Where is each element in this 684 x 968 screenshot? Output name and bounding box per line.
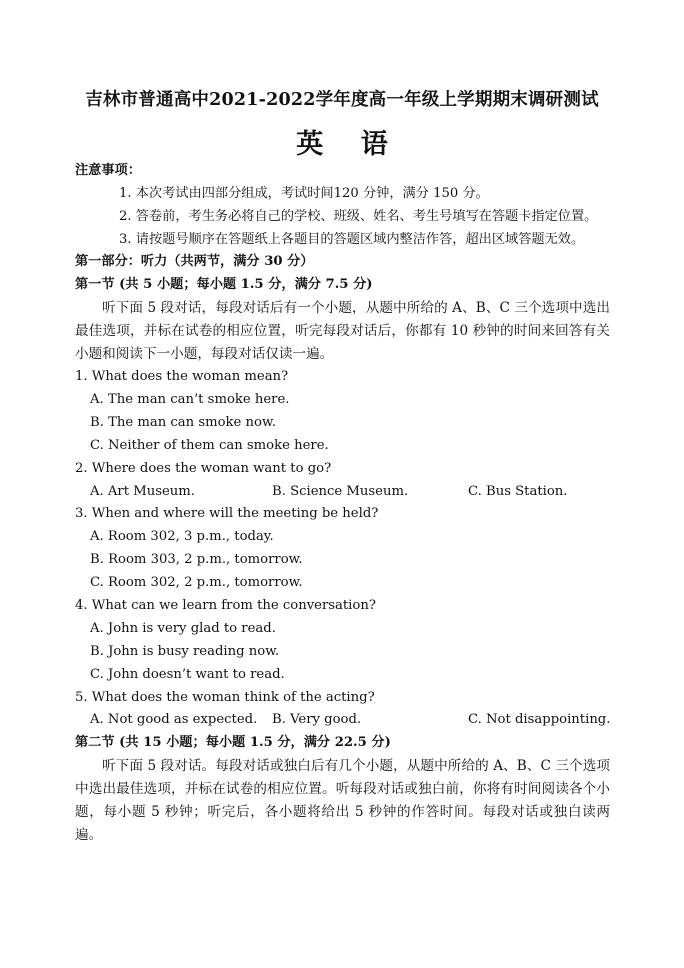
q5-option-b: B. Very good. — [272, 712, 362, 727]
q2-option-a: A. Art Museum. — [90, 484, 195, 499]
question-1: 1. What does the woman mean? — [75, 369, 289, 384]
section2-heading: 第二节 (共 15 小题；每小题 1.5 分，满分 22.5 分) — [75, 735, 391, 750]
section1-instructions: 听下面 5 段对话，每段对话后有一个小题，从题中所给的 A、B、C 三个选项中选出最佳选项，并标在试卷的相应位置，听完每段对话后，你都有 10 秒钟的时间来回答有关小题和阅读下一小题，每段对话仅读一遍。 — [75, 300, 610, 362]
q2-option-c: C. Bus Station. — [468, 484, 568, 499]
q3-option-b: B. Room 303, 2 p.m., tomorrow. — [90, 552, 303, 567]
q1-option-a: A. The man can’t smoke here. — [90, 392, 290, 407]
note-item-1: 1. 本次考试由四部分组成，考试时间120 分钟，满分 150 分。 — [119, 186, 489, 201]
q4-option-a: A. John is very glad to read. — [90, 621, 276, 636]
exam-title: 吉林市普通高中2021-2022学年度高一年级上学期期末调研测试 — [85, 90, 599, 110]
q5-option-c: C. Not disappointing. — [468, 712, 611, 727]
question-3: 3. When and where will the meeting be held? — [75, 506, 379, 521]
section1-heading: 第一节 (共 5 小题；每小题 1.5 分，满分 7.5 分) — [75, 277, 373, 292]
question-5: 5. What does the woman think of the acting? — [75, 690, 375, 705]
q2-option-b: B. Science Museum. — [272, 484, 409, 499]
note-item-2: 2. 答卷前，考生务必将自己的学校、班级、姓名、考生号填写在答题卡指定位置。 — [119, 209, 598, 224]
question-2: 2. Where does the woman want to go? — [75, 461, 332, 476]
q4-option-b: B. John is busy reading now. — [90, 644, 280, 659]
q3-option-a: A. Room 302, 3 p.m., today. — [90, 529, 274, 544]
q1-option-c: C. Neither of them can smoke here. — [90, 438, 329, 453]
subject-title: 英 语 — [296, 129, 402, 160]
part1-heading: 第一部分：听力（共两节，满分 30 分） — [75, 254, 314, 269]
q4-option-c: C. John doesn’t want to read. — [90, 667, 285, 682]
notes-heading: 注意事项： — [75, 163, 141, 178]
note-item-3: 3. 请按题号顺序在答题纸上各题目的答题区域内整洁作答，超出区域答题无效。 — [119, 232, 585, 247]
q5-option-a: A. Not good as expected. — [90, 712, 258, 727]
section2-instructions: 听下面 5 段对话。每段对话或独白后有几个小题，从题中所给的 A、B、C 三个选项中选出最佳选项，并标在试卷的相应位置。听每段对话或独白前，你将有时间阅读各个小题，每小题 5 秒钟；听完后，各小题将给出 5 秒钟的作答时间。每段对话或独白读两遍。 — [75, 758, 610, 843]
question-4: 4. What can we learn from the conversation? — [75, 598, 376, 613]
q1-option-b: B. The man can smoke now. — [90, 415, 276, 430]
q3-option-c: C. Room 302, 2 p.m., tomorrow. — [90, 575, 303, 590]
